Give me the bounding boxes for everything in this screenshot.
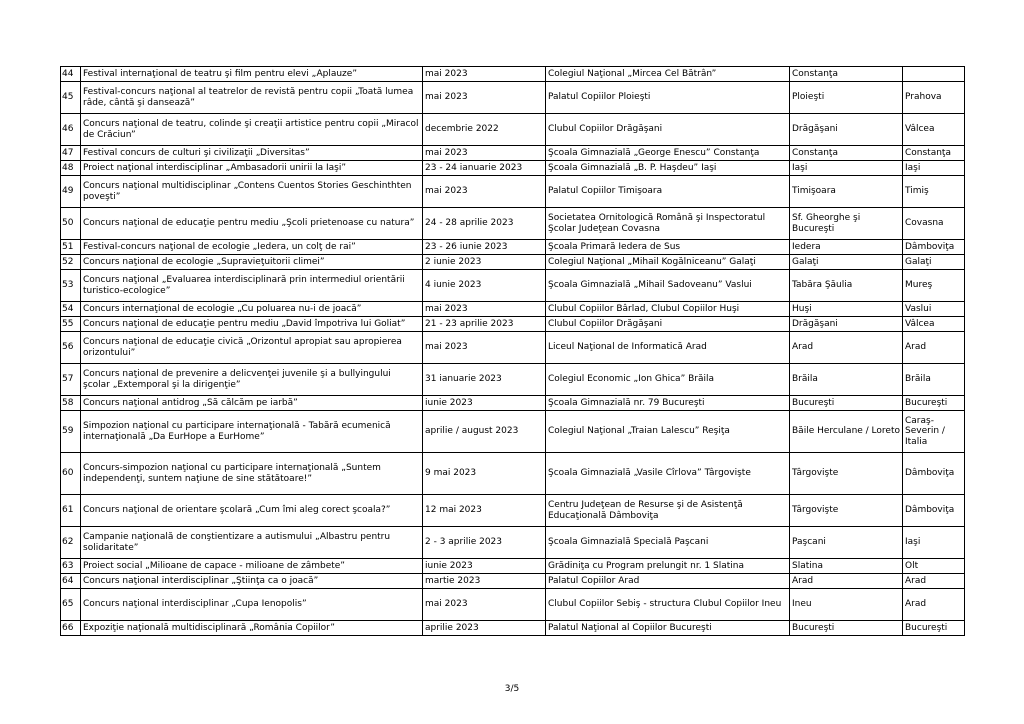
row-number: 62 [61, 527, 81, 559]
event-city: Arad [790, 332, 903, 364]
event-organizer: Şcoala Gimnazială „Mihail Sadoveanu” Vaslui [546, 270, 790, 302]
table-row [61, 67, 965, 82]
row-number: 65 [61, 589, 81, 621]
event-title: Concurs naţional de teatru, colinde şi creaţii artistice pentru copii „Miracol de Crăciun” [81, 114, 423, 146]
row-number: 44 [61, 67, 81, 82]
row-number: 52 [61, 255, 81, 270]
event-date: mai 2023 [423, 302, 546, 317]
table-row [61, 453, 965, 495]
row-number: 45 [61, 82, 81, 114]
event-date: martie 2023 [423, 574, 546, 589]
event-organizer: Colegiul Naţional „Mihail Kogălniceanu” Galaţi [546, 255, 790, 270]
event-title: Festival concurs de culturi şi civilizaţii „Diversitas” [81, 146, 423, 161]
event-date: 23 - 24 ianuarie 2023 [423, 161, 546, 176]
table-row [61, 396, 965, 411]
event-organizer: Centru Judeţean de Resurse şi de Asistenţă Educaţională Dâmboviţa [546, 495, 790, 527]
table-row [61, 240, 965, 255]
event-date: 24 - 28 aprilie 2023 [423, 208, 546, 240]
table-row [61, 114, 965, 146]
event-date: mai 2023 [423, 332, 546, 364]
event-organizer: Liceul Naţional de Informatică Arad [546, 332, 790, 364]
event-county: Vâlcea [903, 317, 965, 332]
event-county: Vaslui [903, 302, 965, 317]
event-organizer: Palatul Copiilor Timişoara [546, 176, 790, 208]
row-number: 47 [61, 146, 81, 161]
event-county: Iaşi [903, 161, 965, 176]
event-title: Concurs naţional antidrog „Să călcăm pe iarbă” [81, 396, 423, 411]
row-number: 66 [61, 621, 81, 636]
event-city: Constanţa [790, 67, 903, 82]
event-organizer: Şcoala Gimnazială „Vasile Cîrlova” Târgovişte [546, 453, 790, 495]
row-number: 50 [61, 208, 81, 240]
event-city: Sf. Gheorghe şi Bucureşti [790, 208, 903, 240]
row-number: 51 [61, 240, 81, 255]
event-county [903, 67, 965, 82]
row-number: 58 [61, 396, 81, 411]
table-row [61, 255, 965, 270]
event-county: Iaşi [903, 527, 965, 559]
row-number: 57 [61, 364, 81, 396]
table-row [61, 302, 965, 317]
event-city: Paşcani [790, 527, 903, 559]
row-number: 56 [61, 332, 81, 364]
event-organizer: Palatul Copiilor Ploieşti [546, 82, 790, 114]
event-title: Concurs internaţional de ecologie „Cu poluarea nu-i de joacă” [81, 302, 423, 317]
event-city: Drăgăşani [790, 317, 903, 332]
event-organizer: Palatul Naţional al Copiilor Bucureşti [546, 621, 790, 636]
event-date: decembrie 2022 [423, 114, 546, 146]
event-organizer: Clubul Copiilor Bârlad, Clubul Copiilor Huşi [546, 302, 790, 317]
event-title: Concurs naţional de ecologie „Supravieţuitorii climei” [81, 255, 423, 270]
event-title: Festival-concurs naţional al teatrelor de revistă pentru copii „Toată lumea râde, cântă şi dansează” [81, 82, 423, 114]
table-row [61, 176, 965, 208]
event-city: Iaşi [790, 161, 903, 176]
event-title: Concurs naţional de prevenire a delicvenţei juvenile şi a bullyingului şcolar „Extemporal şi la dirigenţie” [81, 364, 423, 396]
event-title: Festival-concurs naţional de ecologie „Iedera, un colţ de rai” [81, 240, 423, 255]
event-organizer: Clubul Copiilor Drăgăşani [546, 317, 790, 332]
event-city: Timişoara [790, 176, 903, 208]
row-number: 49 [61, 176, 81, 208]
event-county: Arad [903, 574, 965, 589]
event-title: Concurs naţional „Evaluarea interdisciplinară prin intermediul orientării turistico-ecologice” [81, 270, 423, 302]
event-county: Caraş-Severin / Italia [903, 411, 965, 453]
table-row [61, 208, 965, 240]
event-organizer: Colegiul Naţional „Traian Lalescu” Reşiţa [546, 411, 790, 453]
event-county: Brăila [903, 364, 965, 396]
row-number: 59 [61, 411, 81, 453]
event-date: mai 2023 [423, 82, 546, 114]
event-title: Concurs naţional de orientare şcolară „Cum îmi aleg corect şcoala?” [81, 495, 423, 527]
row-number: 53 [61, 270, 81, 302]
event-title: Concurs naţional de educaţie civică „Orizontul apropiat sau apropierea orizontului” [81, 332, 423, 364]
event-date: 12 mai 2023 [423, 495, 546, 527]
table-row [61, 495, 965, 527]
event-date: mai 2023 [423, 589, 546, 621]
event-organizer: Clubul Copiilor Drăgăşani [546, 114, 790, 146]
event-county: Covasna [903, 208, 965, 240]
event-city: Ineu [790, 589, 903, 621]
event-city: Galaţi [790, 255, 903, 270]
event-organizer: Şcoala Gimnazială „George Enescu” Constanţa [546, 146, 790, 161]
table-row [61, 161, 965, 176]
row-number: 60 [61, 453, 81, 495]
event-organizer: Grădiniţa cu Program prelungit nr. 1 Slatina [546, 559, 790, 574]
event-county: Vâlcea [903, 114, 965, 146]
event-date: 21 - 23 aprilie 2023 [423, 317, 546, 332]
table-row [61, 270, 965, 302]
event-date: aprilie / august 2023 [423, 411, 546, 453]
table-row [61, 574, 965, 589]
row-number: 54 [61, 302, 81, 317]
table-row [61, 82, 965, 114]
event-county: Olt [903, 559, 965, 574]
event-county: Dâmboviţa [903, 495, 965, 527]
event-date: 31 ianuarie 2023 [423, 364, 546, 396]
event-organizer: Clubul Copiilor Sebiş - structura Clubul Copiilor Ineu [546, 589, 790, 621]
row-number: 61 [61, 495, 81, 527]
event-title: Concurs naţional de educaţie pentru mediu „David împotriva lui Goliat” [81, 317, 423, 332]
page-number: 3/5 [504, 684, 520, 694]
events-table [60, 66, 965, 636]
row-number: 46 [61, 114, 81, 146]
event-city: Constanţa [790, 146, 903, 161]
event-county: Bucureşti [903, 621, 965, 636]
event-city: Drăgăşani [790, 114, 903, 146]
event-city: Slatina [790, 559, 903, 574]
event-county: Mureş [903, 270, 965, 302]
event-title: Festival internaţional de teatru şi film pentru elevi „Aplauze” [81, 67, 423, 82]
table-row [61, 146, 965, 161]
event-county: Dâmboviţa [903, 453, 965, 495]
event-date: iunie 2023 [423, 559, 546, 574]
event-date: 23 - 26 iunie 2023 [423, 240, 546, 255]
event-city: Iedera [790, 240, 903, 255]
event-title: Proiect social „Milioane de capace - milioane de zâmbete” [81, 559, 423, 574]
event-county: Galaţi [903, 255, 965, 270]
event-county: Timiş [903, 176, 965, 208]
table-row [61, 527, 965, 559]
row-number: 55 [61, 317, 81, 332]
table-row [61, 364, 965, 396]
event-organizer: Colegiul Economic „Ion Ghica” Brăila [546, 364, 790, 396]
events-table-body [61, 67, 965, 636]
event-title: Concurs naţional interdisciplinar „Cupa Ienopolis” [81, 589, 423, 621]
table-row [61, 332, 965, 364]
event-county: Dâmboviţa [903, 240, 965, 255]
event-title: Concurs-simpozion naţional cu participare internaţională „Suntem independenţi, suntem naţiune de sine stătătoare!” [81, 453, 423, 495]
event-date: 9 mai 2023 [423, 453, 546, 495]
table-row [61, 317, 965, 332]
event-county: Arad [903, 332, 965, 364]
event-city: Bucureşti [790, 396, 903, 411]
table-row [61, 559, 965, 574]
event-date: 2 - 3 aprilie 2023 [423, 527, 546, 559]
event-city: Bucureşti [790, 621, 903, 636]
event-city: Târgovişte [790, 453, 903, 495]
table-row [61, 589, 965, 621]
event-city: Arad [790, 574, 903, 589]
event-organizer: Colegiul Naţional „Mircea Cel Bătrân” [546, 67, 790, 82]
event-date: iunie 2023 [423, 396, 546, 411]
event-county: Prahova [903, 82, 965, 114]
row-number: 63 [61, 559, 81, 574]
event-organizer: Societatea Ornitologică Română şi Inspectoratul Şcolar Judeţean Covasna [546, 208, 790, 240]
event-title: Proiect naţional interdisciplinar „Ambasadorii unirii la Iaşi” [81, 161, 423, 176]
event-title: Concurs naţional multidisciplinar „Contens Cuentos Stories Geschinthten poveşti” [81, 176, 423, 208]
event-title: Campanie naţională de conştientizare a autismului „Albastru pentru solidaritate” [81, 527, 423, 559]
event-county: Bucureşti [903, 396, 965, 411]
event-date: mai 2023 [423, 146, 546, 161]
event-organizer: Palatul Copiilor Arad [546, 574, 790, 589]
event-organizer: Şcoala Primară Iedera de Sus [546, 240, 790, 255]
event-date: 4 iunie 2023 [423, 270, 546, 302]
event-title: Concurs naţional interdisciplinar „Ştiinţa ca o joacă” [81, 574, 423, 589]
row-number: 48 [61, 161, 81, 176]
row-number: 64 [61, 574, 81, 589]
event-date: aprilie 2023 [423, 621, 546, 636]
event-city: Ploieşti [790, 82, 903, 114]
event-county: Constanţa [903, 146, 965, 161]
event-city: Băile Herculane / Loreto [790, 411, 903, 453]
event-title: Expoziţie naţională multidisciplinară „România Copiilor” [81, 621, 423, 636]
event-organizer: Şcoala Gimnazială Specială Paşcani [546, 527, 790, 559]
table-row [61, 621, 965, 636]
event-title: Simpozion naţional cu participare internaţională - Tabără ecumenică internaţională „Da EurHope a EurHome” [81, 411, 423, 453]
event-date: 2 iunie 2023 [423, 255, 546, 270]
event-county: Arad [903, 589, 965, 621]
event-city: Tabăra Şăulia [790, 270, 903, 302]
event-date: mai 2023 [423, 67, 546, 82]
event-date: mai 2023 [423, 176, 546, 208]
event-title: Concurs naţional de educaţie pentru mediu „Şcoli prietenoase cu natura” [81, 208, 423, 240]
table-row [61, 411, 965, 453]
event-organizer: Şcoala Gimnazială nr. 79 Bucureşti [546, 396, 790, 411]
event-city: Târgovişte [790, 495, 903, 527]
event-organizer: Şcoala Gimnazială „B. P. Haşdeu” Iaşi [546, 161, 790, 176]
event-city: Huşi [790, 302, 903, 317]
event-city: Brăila [790, 364, 903, 396]
